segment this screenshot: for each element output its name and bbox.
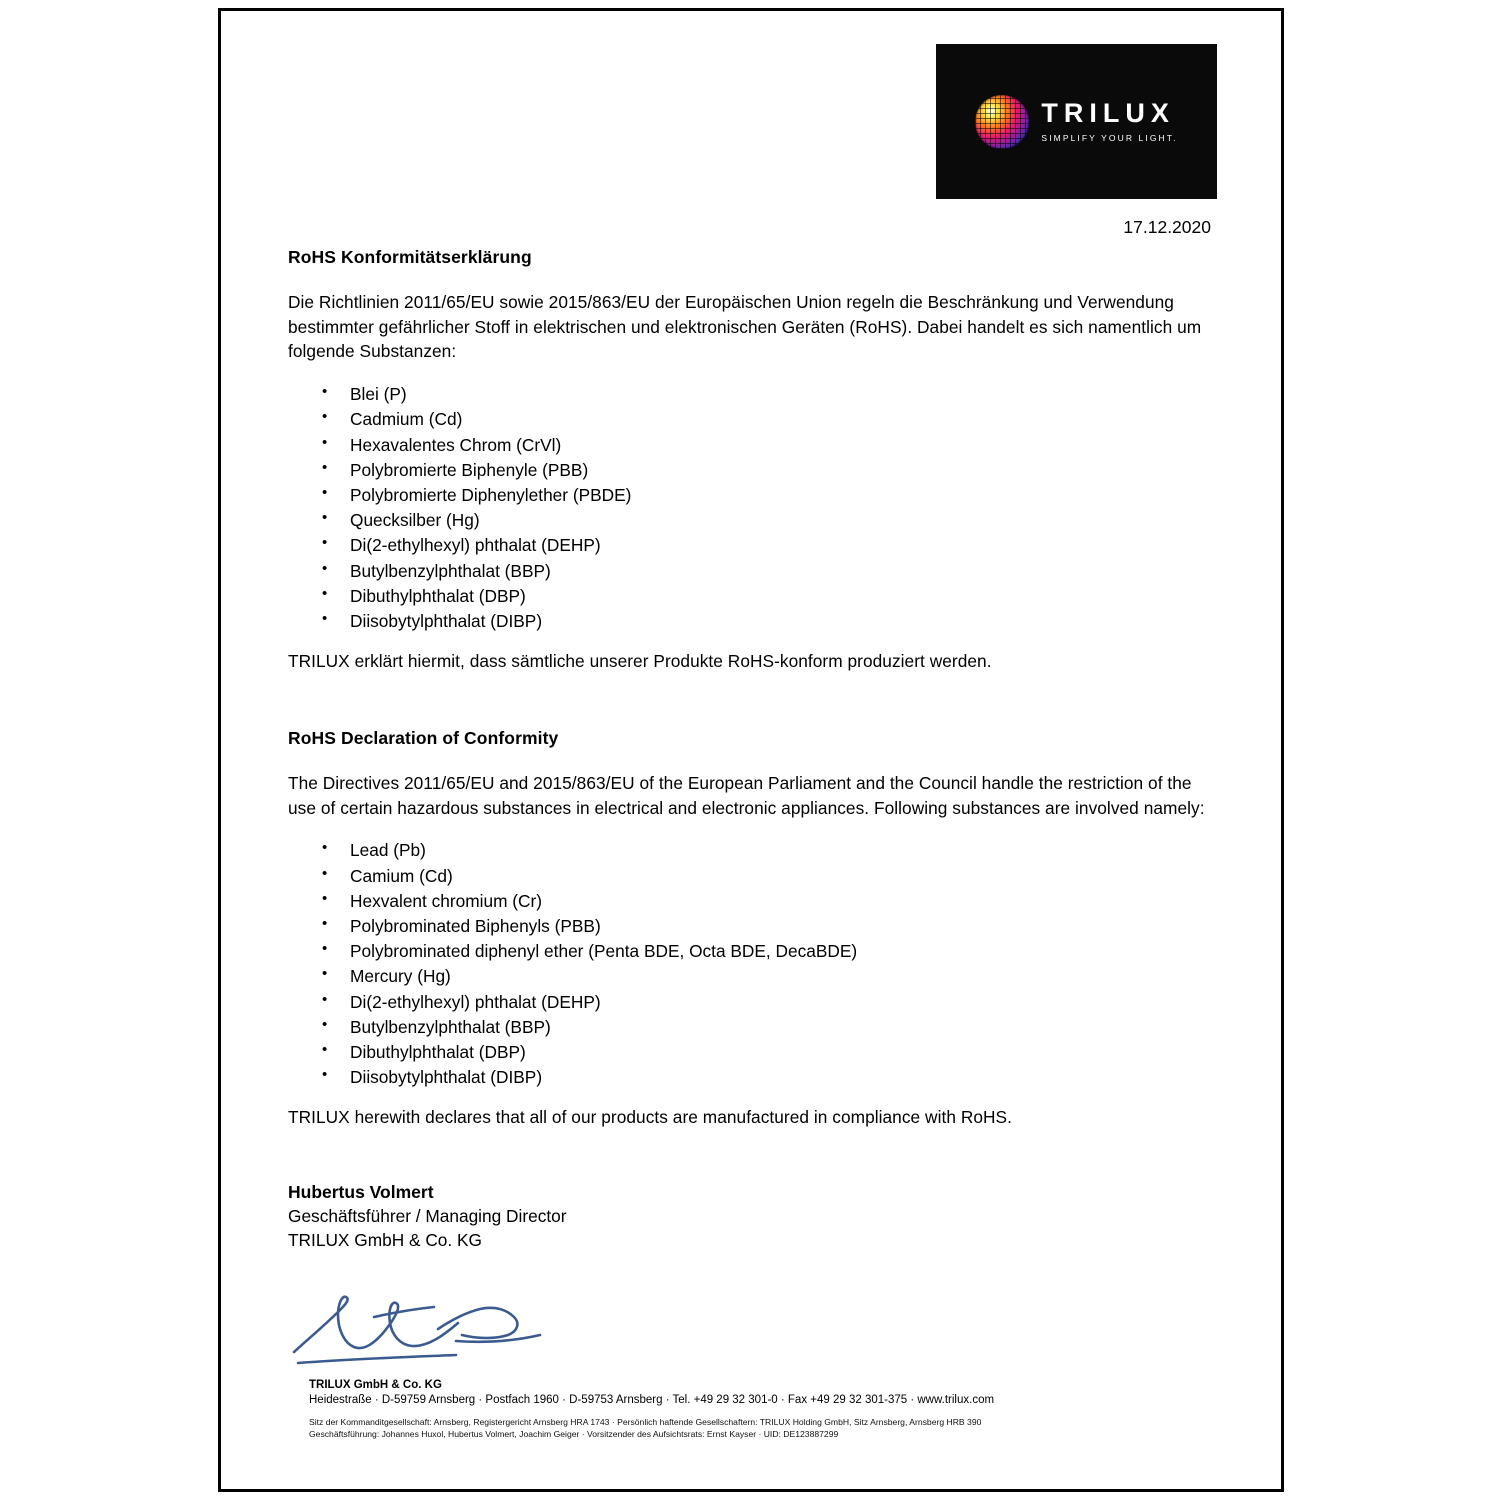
list-item: • Polybrominated diphenyl ether (Penta BDE, Octa BDE, DecaBDE) <box>350 939 1223 963</box>
logo-wordmark: TRILUX <box>1041 98 1175 129</box>
signature-block <box>288 1182 1223 1372</box>
document-content <box>288 247 1223 1372</box>
english-closing-statement: TRILUX herewith declares that all of our products are manufactured in compliance with RoHS. <box>288 1107 1012 1128</box>
german-section-title: RoHS Konformitätserklärung <box>288 247 532 267</box>
logo-text-group <box>1041 100 1177 143</box>
list-item: • Dibuthylphthalat (DBP) <box>350 1040 1223 1064</box>
list-item: • Polybromierte Biphenyle (PBB) <box>350 458 1223 482</box>
list-item: • Lead (Pb) <box>350 838 1223 862</box>
footer-legal-line-2: Geschäftsführung: Johannes Huxol, Hubertus Volmert, Joachim Geiger · Vorsitzender des Aufsichtsrats: Ernst Kayser · UID: DE123887299 <box>309 1429 839 1440</box>
list-item: • Polybrominated Biphenyls (PBB) <box>350 914 1223 938</box>
list-item: • Di(2-ethylhexyl) phthalat (DEHP) <box>350 533 1223 557</box>
rainbow-sphere-icon <box>975 95 1029 149</box>
signatory-role: Geschäftsführer / Managing Director <box>288 1206 567 1227</box>
list-item: • Butylbenzylphthalat (BBP) <box>350 559 1223 583</box>
english-substance-list <box>288 838 1223 1089</box>
list-item: • Di(2-ethylhexyl) phthalat (DEHP) <box>350 990 1223 1014</box>
list-item: • Diisobytylphthalat (DIBP) <box>350 609 1223 633</box>
section-divider-space <box>288 692 1223 728</box>
list-item: • Mercury (Hg) <box>350 964 1223 988</box>
german-closing-statement: TRILUX erklärt hiermit, dass sämtliche unserer Produkte RoHS-konform produziert werden. <box>288 651 992 672</box>
list-item: • Quecksilber (Hg) <box>350 508 1223 532</box>
page-footer <box>309 1379 1189 1441</box>
german-substance-list <box>288 382 1223 633</box>
signatory-name: Hubertus Volmert <box>288 1182 434 1203</box>
document-date: 17.12.2020 <box>1123 217 1211 237</box>
list-item: • Hexavalentes Chrom (CrVl) <box>350 433 1223 457</box>
english-section-title: RoHS Declaration of Conformity <box>288 727 559 748</box>
german-intro-paragraph: Die Richtlinien 2011/65/EU sowie 2015/863/EU der Europäischen Union regeln die Beschränkung und Verwendung bestimmter gefährlicher Stoff in elektrischen und elektronischen Geräten (RoHS). Dabei handelt es sich namentlich um folgende Substanzen: <box>288 292 1202 362</box>
list-item: • Hexvalent chromium (Cr) <box>350 889 1223 913</box>
list-item: • Camium (Cd) <box>350 864 1223 888</box>
footer-address: Heidestraße · D-59759 Arnsberg · Postfach 1960 · D-59753 Arnsberg · Tel. +49 29 32 301-0 · Fax +49 29 32 301-375 · www.trilux.com <box>309 1394 995 1406</box>
list-item: • Butylbenzylphthalat (BBP) <box>350 1015 1223 1039</box>
footer-legal-line-1: Sitz der Kommanditgesellschaft: Arnsberg, Registergericht Arnsberg HRA 1743 · Persönlich haftende Gesellschaftern: TRILUX Holding GmbH, Sitz Arnsberg, Arnsberg HRB 390 <box>309 1417 982 1427</box>
list-item: • Diisobytylphthalat (DIBP) <box>350 1065 1223 1089</box>
footer-company: TRILUX GmbH & Co. KG <box>309 1379 442 1391</box>
handwritten-signature <box>288 1277 588 1367</box>
english-intro-paragraph: The Directives 2011/65/EU and 2015/863/EU of the European Parliament and the Council handle the restriction of the use of certain hazardous substances in electrical and electronic appliances. Following substances are involved namely: <box>288 772 1205 818</box>
logo-content <box>936 44 1217 199</box>
logo-tagline: SIMPLIFY YOUR LIGHT. <box>1041 133 1178 144</box>
list-item: • Cadmium (Cd) <box>350 407 1223 431</box>
signatory-company: TRILUX GmbH & Co. KG <box>288 1230 482 1251</box>
document-page <box>218 8 1284 1492</box>
list-item: • Polybromierte Diphenylether (PBDE) <box>350 483 1223 507</box>
list-item: • Blei (P) <box>350 382 1223 406</box>
trilux-logo <box>936 44 1217 199</box>
list-item: • Dibuthylphthalat (DBP) <box>350 584 1223 608</box>
